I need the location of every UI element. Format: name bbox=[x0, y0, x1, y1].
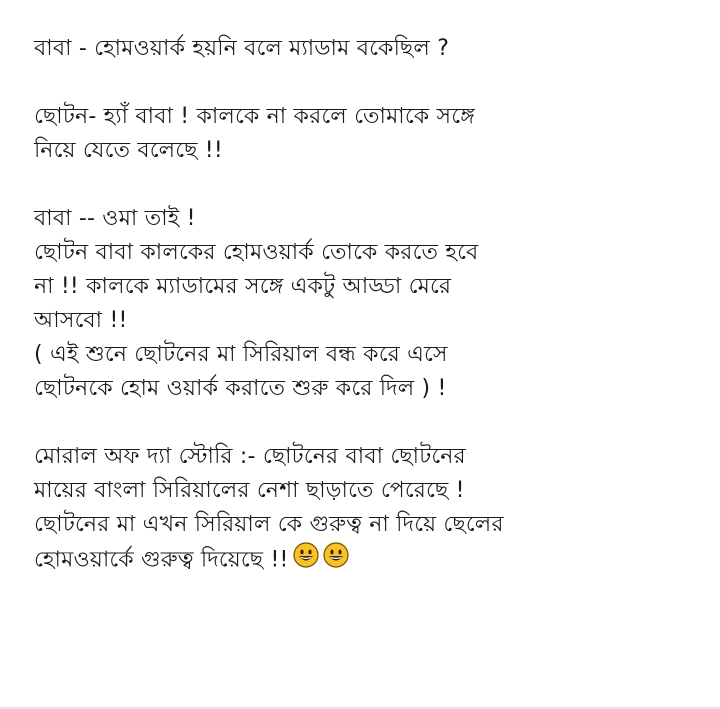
text-line: বাবা -- ওমা তাই ! bbox=[34, 206, 196, 231]
text-line: মোরাল অফ দ্যা স্টোরি :- ছোটনের বাবা ছোটনের bbox=[34, 444, 466, 469]
text-line: ছোটন বাবা কালকের হোমওয়ার্ক তোকে করতে হবে bbox=[34, 240, 479, 265]
text-line: না !! কালকে ম্যাডামের সঙ্গে একটু আড্ডা মেরে bbox=[34, 274, 452, 299]
grinning-face-emoji-icon bbox=[293, 542, 319, 579]
grinning-face-emoji-icon bbox=[323, 542, 349, 579]
paragraph-gap bbox=[34, 66, 686, 100]
text-line: ছোটন- হ্যাঁ বাবা ! কালকে না করলে তোমাকে সঙ্গে bbox=[34, 104, 475, 129]
paragraph-gap bbox=[34, 168, 686, 202]
text-line-content: হোমওয়ার্কে গুরুত্ব দিয়েছে !! bbox=[34, 547, 289, 573]
text-line: নিয়ে যেতে বলেছে !! bbox=[34, 138, 223, 163]
text-line: মায়ের বাংলা সিরিয়ালের নেশা ছাড়াতে পেরেছে ! bbox=[34, 478, 465, 503]
text-line: আসবো !! bbox=[34, 308, 128, 333]
last-text-line bbox=[34, 542, 686, 579]
text-line: ছোটনের মা এখন সিরিয়াল কে গুরুত্ব না দিয়ে ছেলের bbox=[34, 512, 504, 537]
text-line: বাবা - হোমওয়ার্ক হয়নি বলে ম্যাডাম বকেছিল ? bbox=[34, 36, 450, 61]
text-line: ছোটনকে হোম ওয়ার্ক করাতে শুরু করে দিল ) ! bbox=[34, 376, 447, 401]
paragraph-gap bbox=[34, 406, 686, 440]
text-line: ( এই শুনে ছোটনের মা সিরিয়াল বন্ধ করে এসে bbox=[34, 342, 448, 367]
